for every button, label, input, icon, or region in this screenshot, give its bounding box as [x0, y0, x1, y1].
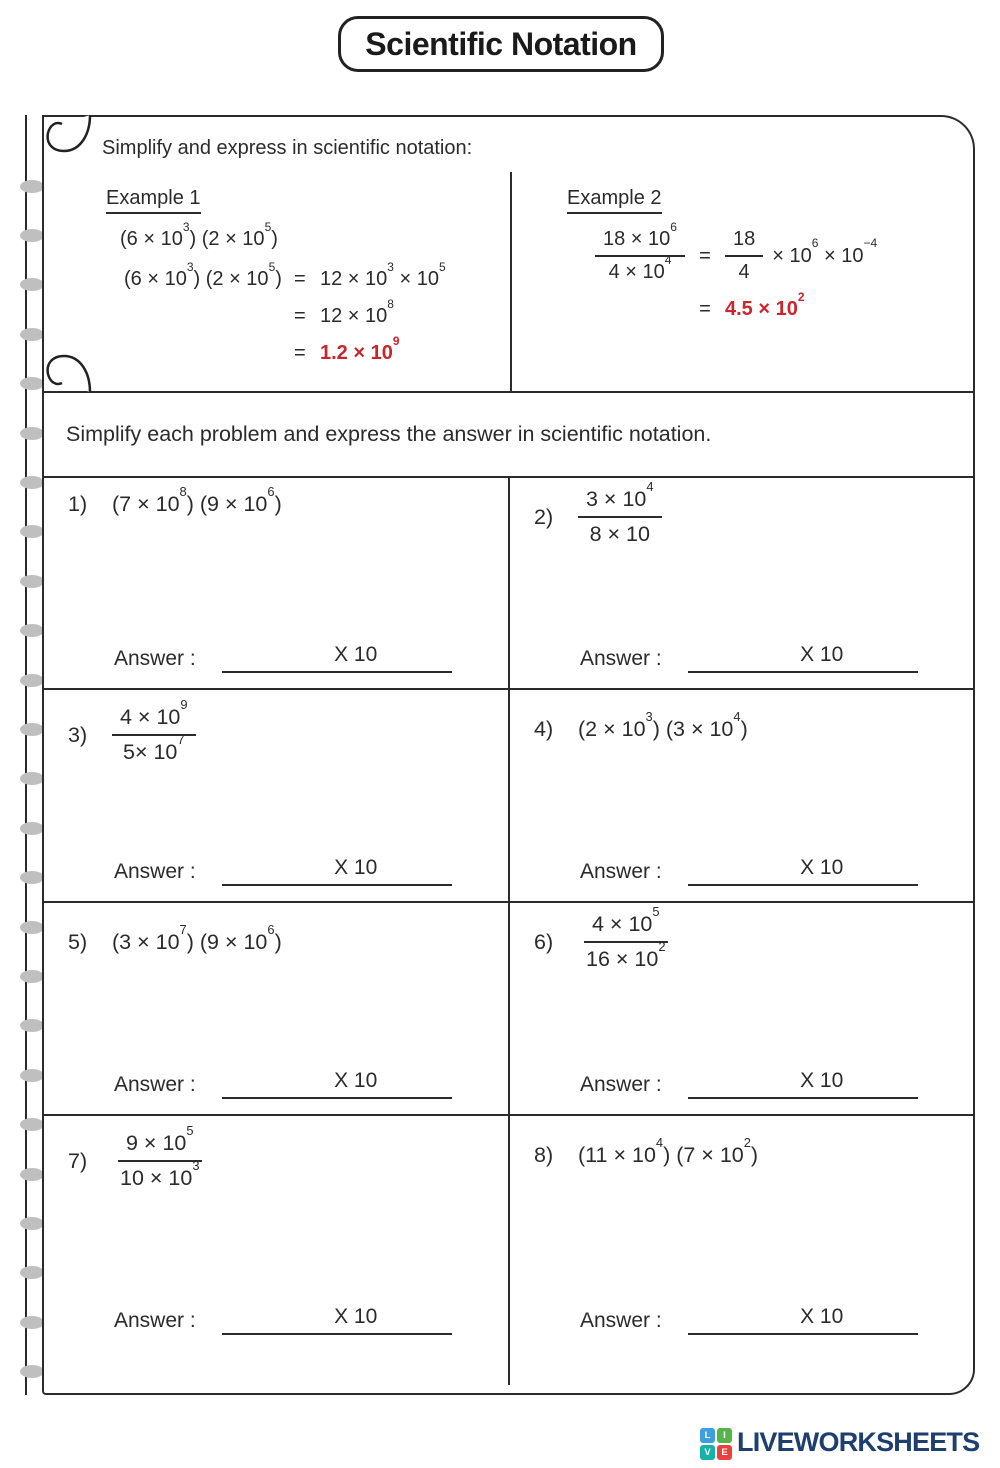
examples-section [42, 115, 975, 391]
example-2-fraction: $\frac{18 \times 10^6}{4 \times 10^4}$ [595, 228, 685, 284]
step-eq: = [699, 298, 711, 320]
problem-cell-1 [44, 478, 510, 688]
problem-number: 3) [68, 722, 88, 747]
answer-unit-label: X 10 [800, 643, 844, 666]
brand-name: LIVEWORKSHEETS [737, 1427, 980, 1457]
problem-cell-6 [510, 903, 973, 1114]
answer-unit-label: X 10 [334, 856, 378, 879]
answer-label: Answer : [114, 860, 196, 883]
example-2 [567, 187, 877, 321]
step-eq: = [699, 244, 711, 267]
problem-number: 1) [68, 492, 88, 516]
answer-row-5 [114, 1069, 452, 1099]
notebook-edge-line [25, 115, 27, 1395]
answer-input-line-4[interactable] [688, 856, 918, 886]
problem-expression: $(3 \times 10^7)$ $(9 \times 10^6)$ [112, 921, 282, 954]
liveworksheets-logo-icon [700, 1428, 732, 1460]
answer-label: Answer : [114, 1309, 196, 1332]
answer-row-1 [114, 643, 452, 673]
answer-unit-label: X 10 [334, 643, 378, 666]
answer-input-line-8[interactable] [688, 1305, 918, 1335]
problem-cell-3 [44, 690, 510, 901]
problems-row-1 [44, 478, 973, 690]
answer-label: Answer : [580, 860, 662, 883]
page-curl-middle-icon [44, 352, 96, 394]
answer-unit-label: X 10 [334, 1069, 378, 1092]
answer-unit-label: X 10 [800, 1305, 844, 1328]
answer-input-line-1[interactable] [222, 643, 452, 673]
step-eq: = [294, 342, 306, 364]
step-eq: = [294, 305, 306, 327]
page-title [338, 16, 664, 72]
example-1-expression: $(6 \times 10^3)$ $(2 \times 10^5)$ [120, 219, 278, 250]
answer-row-2 [580, 643, 918, 673]
step-lhs: $(6 \times 10^3)$ $(2 \times 10^5)$ [124, 259, 282, 290]
answer-input-line-2[interactable] [688, 643, 918, 673]
example-1-steps [124, 259, 446, 365]
answer-row-3 [114, 856, 452, 886]
answer-row-6 [580, 1069, 918, 1099]
problem-number: 8) [534, 1143, 554, 1167]
page-title-text: Scientific Notation [365, 25, 637, 62]
problem-number: 2) [534, 504, 554, 529]
problems-row-3 [44, 903, 973, 1116]
answer-unit-label: X 10 [800, 856, 844, 879]
page-curl-top-icon [44, 113, 96, 155]
step-rhs: $12 \times 10^3 \times 10^5$ [320, 259, 446, 290]
example-2-label: Example 2 [567, 187, 662, 214]
answer-unit-label: X 10 [334, 1305, 378, 1328]
answer-input-line-6[interactable] [688, 1069, 918, 1099]
example-2-steps [595, 219, 878, 321]
logo-square-v: V [700, 1445, 715, 1460]
problem-cell-2 [510, 478, 973, 688]
example-2-result: $4.5 \times 10^2$ [724, 289, 805, 320]
problems-row-4 [44, 1116, 973, 1385]
step-eq: = [294, 268, 306, 290]
problem-fraction: $\frac{3 \times 10^4}{8 \times 10}$ [578, 487, 662, 547]
answer-unit-label: X 10 [800, 1069, 844, 1092]
problem-cell-8 [510, 1116, 973, 1385]
problem-fraction: $\frac{4 \times 10^5}{16 \times 10^2}$ [578, 912, 674, 972]
problem-expression: $(2 \times 10^3)$ $(3 \times 10^4)$ [578, 708, 748, 741]
brand-footer[interactable] [700, 1427, 979, 1460]
example-1 [106, 187, 446, 365]
problem-fraction: $\frac{9 \times 10^5}{10 \times 10^3}$ [112, 1131, 208, 1191]
example-1-label: Example 1 [106, 187, 201, 214]
logo-square-e: E [717, 1445, 732, 1460]
problem-number: 5) [68, 930, 88, 954]
answer-label: Answer : [580, 647, 662, 670]
example-1-result: $1.2 \times 10^9$ [320, 333, 400, 364]
problem-expression: $(11 \times 10^4)$ $(7 \times 10^2)$ [578, 1134, 759, 1167]
answer-label: Answer : [580, 1073, 662, 1096]
logo-square-l: L [700, 1428, 715, 1443]
problems-instruction: Simplify each problem and express the answer in scientific notation. [44, 393, 973, 478]
logo-square-i: I [717, 1428, 732, 1443]
answer-input-line-5[interactable] [222, 1069, 452, 1099]
problem-number: 7) [68, 1148, 88, 1173]
examples-divider [510, 172, 512, 391]
problem-cell-4 [510, 690, 973, 901]
answer-row-8 [580, 1305, 918, 1335]
example-2-step: $\frac{18}{4}$ × $10^6 \times 10^{-4}$ [725, 228, 877, 284]
answer-row-7 [114, 1305, 452, 1335]
problem-cell-5 [44, 903, 510, 1114]
problem-expression: $(7 \times 10^8)$ $(9 \times 10^6)$ [112, 483, 282, 516]
problem-number: 4) [534, 717, 554, 741]
problem-number: 6) [534, 929, 554, 954]
problem-fraction: $\frac{4 \times 10^9}{5\times 10^7}$ [112, 705, 196, 765]
problems-section [42, 391, 975, 1395]
step-rhs: $12 \times 10^8$ [320, 296, 394, 327]
answer-label: Answer : [580, 1309, 662, 1332]
answer-label: Answer : [114, 647, 196, 670]
answer-input-line-7[interactable] [222, 1305, 452, 1335]
answer-label: Answer : [114, 1073, 196, 1096]
problem-cell-7 [44, 1116, 510, 1385]
answer-row-4 [580, 856, 918, 886]
examples-instruction: Simplify and express in scientific notation: [102, 137, 473, 159]
problems-row-2 [44, 690, 973, 903]
answer-input-line-3[interactable] [222, 856, 452, 886]
